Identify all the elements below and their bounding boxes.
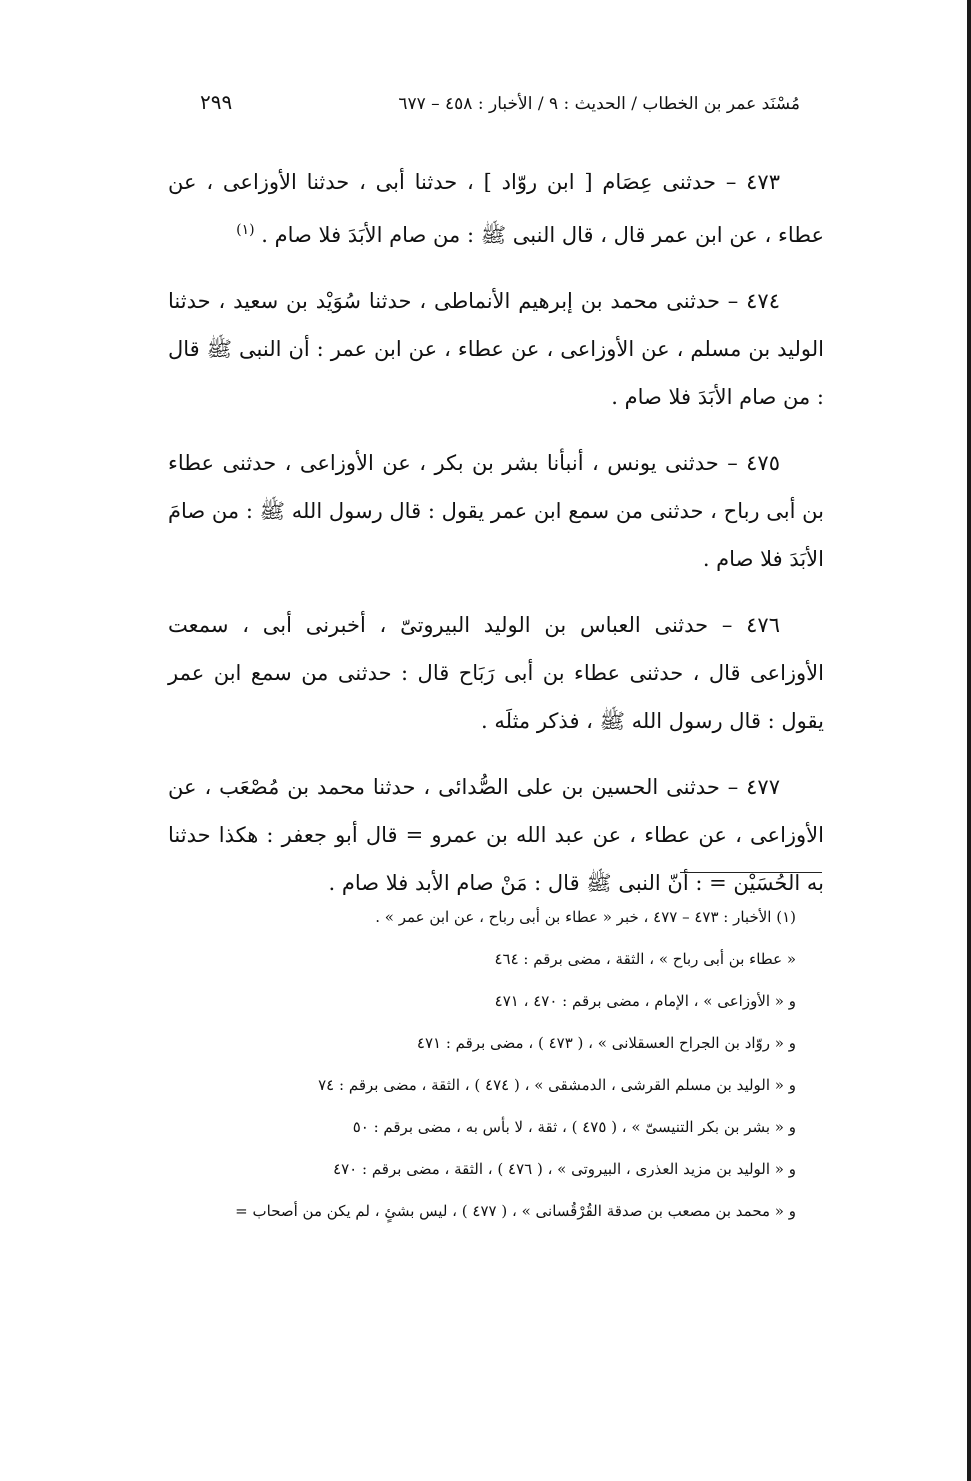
footnote-marker: (١) — [236, 222, 255, 238]
hadith-text: ٤٧٧ – حدثنى الحسين بن على الصُّدائى ، حدثنا محمد بن مُصْعَب ، عن الأوزاعى ، عن عطاء ، عن عبد الله بن عمرو = قال أبو جعفر : هكذا حدثنا به الحُسَيْن = : أنّ النبى ﷺ قال : مَنْ صام الأبد فلا صام . — [168, 775, 824, 895]
hadith-474 — [168, 277, 824, 421]
footnote-line: و « الأوزاعى » ، الإمام ، مضى برقم : ٤٧٠ ، ٤٧١ — [494, 992, 796, 1010]
footnotes — [160, 896, 796, 1232]
hadith-text: ٤٧٦ – حدثنى العباس بن الوليد البيروتىّ ، أخبرنى أبى ، سمعت الأوزاعى قال ، حدثنى عطاء بن أبى رَبَاح قال : حدثنى من سمع ابن عمر يقول : قال رسول الله ﷺ ، فذكر مثلَه . — [168, 613, 824, 733]
hadith-473 — [168, 158, 824, 259]
running-title: مُسْنَد عمر بن الخطاب / الحديث : ٩ / الأخبار : ٤٥٨ – ٦٧٧ — [398, 94, 800, 114]
hadith-475 — [168, 439, 824, 583]
hadith-476 — [168, 601, 824, 745]
page-header — [200, 90, 800, 124]
hadith-477 — [168, 763, 824, 907]
scan-edge — [967, 0, 971, 1481]
footnote-line: و « بشر بن بكر التنيسىّ » ، ( ٤٧٥ ) ، ثقة ، لا بأس به ، مضى برقم : ٥٠ — [352, 1118, 796, 1136]
footnote-line: (١) الأخبار : ٤٧٣ – ٤٧٧ ، خبر « عطاء بن أبى رباح ، عن ابن عمر » . — [375, 908, 796, 926]
hadith-text: ٤٧٣ – حدثنى عِصَام [ ابن روّاد ] ، حدثنا أبى ، حدثنا الأوزاعى ، عن عطاء ، عن ابن عمر قال ، قال النبى ﷺ : من صام الأبَدَ فلا صام . — [168, 170, 824, 247]
footnote-line: و « الوليد بن مزيد العذرى ، البيروتى » ، ( ٤٧٦ ) ، الثقة ، مضى برقم : ٤٧٠ — [333, 1160, 796, 1178]
page-number: ٢٩٩ — [200, 90, 233, 114]
footnote-line: و « الوليد بن مسلم القرشى ، الدمشقى » ، ( ٤٧٤ ) ، الثقة ، مضى برقم : ٧٤ — [318, 1076, 796, 1094]
footnote-divider — [680, 872, 822, 873]
hadith-text: ٤٧٤ – حدثنى محمد بن إبرهيم الأنماطى ، حدثنا سُوَيْد بن سعيد ، حدثنا الوليد بن مسلم ، عن الأوزاعى ، عن عطاء ، عن ابن عمر : أن النبى ﷺ قال : من صام الأبَدَ فلا صام . — [168, 289, 824, 409]
footnote-line: و « محمد بن مصعب بن صدقة القُرْقُسانى » ، ( ٤٧٧ ) ، ليس بشئٍ ، لم يكن من أصحاب = — [235, 1202, 796, 1220]
main-text — [168, 158, 824, 925]
footnote-line: و « روّاد بن الجراح العسقلانى » ، ( ٤٧٣ ) ، مضى برقم : ٤٧١ — [416, 1034, 796, 1052]
hadith-text: ٤٧٥ – حدثنى يونس ، أنبأنا بشر بن بكر ، عن الأوزاعى ، حدثنى عطاء بن أبى رباح ، حدثنى من سمع ابن عمر يقول : قال رسول الله ﷺ : من صامَ الأبَدَ فلا صام . — [168, 451, 824, 571]
footnote-line: « عطاء بن أبى رباح » ، الثقة ، مضى برقم : ٤٦٤ — [494, 950, 796, 968]
